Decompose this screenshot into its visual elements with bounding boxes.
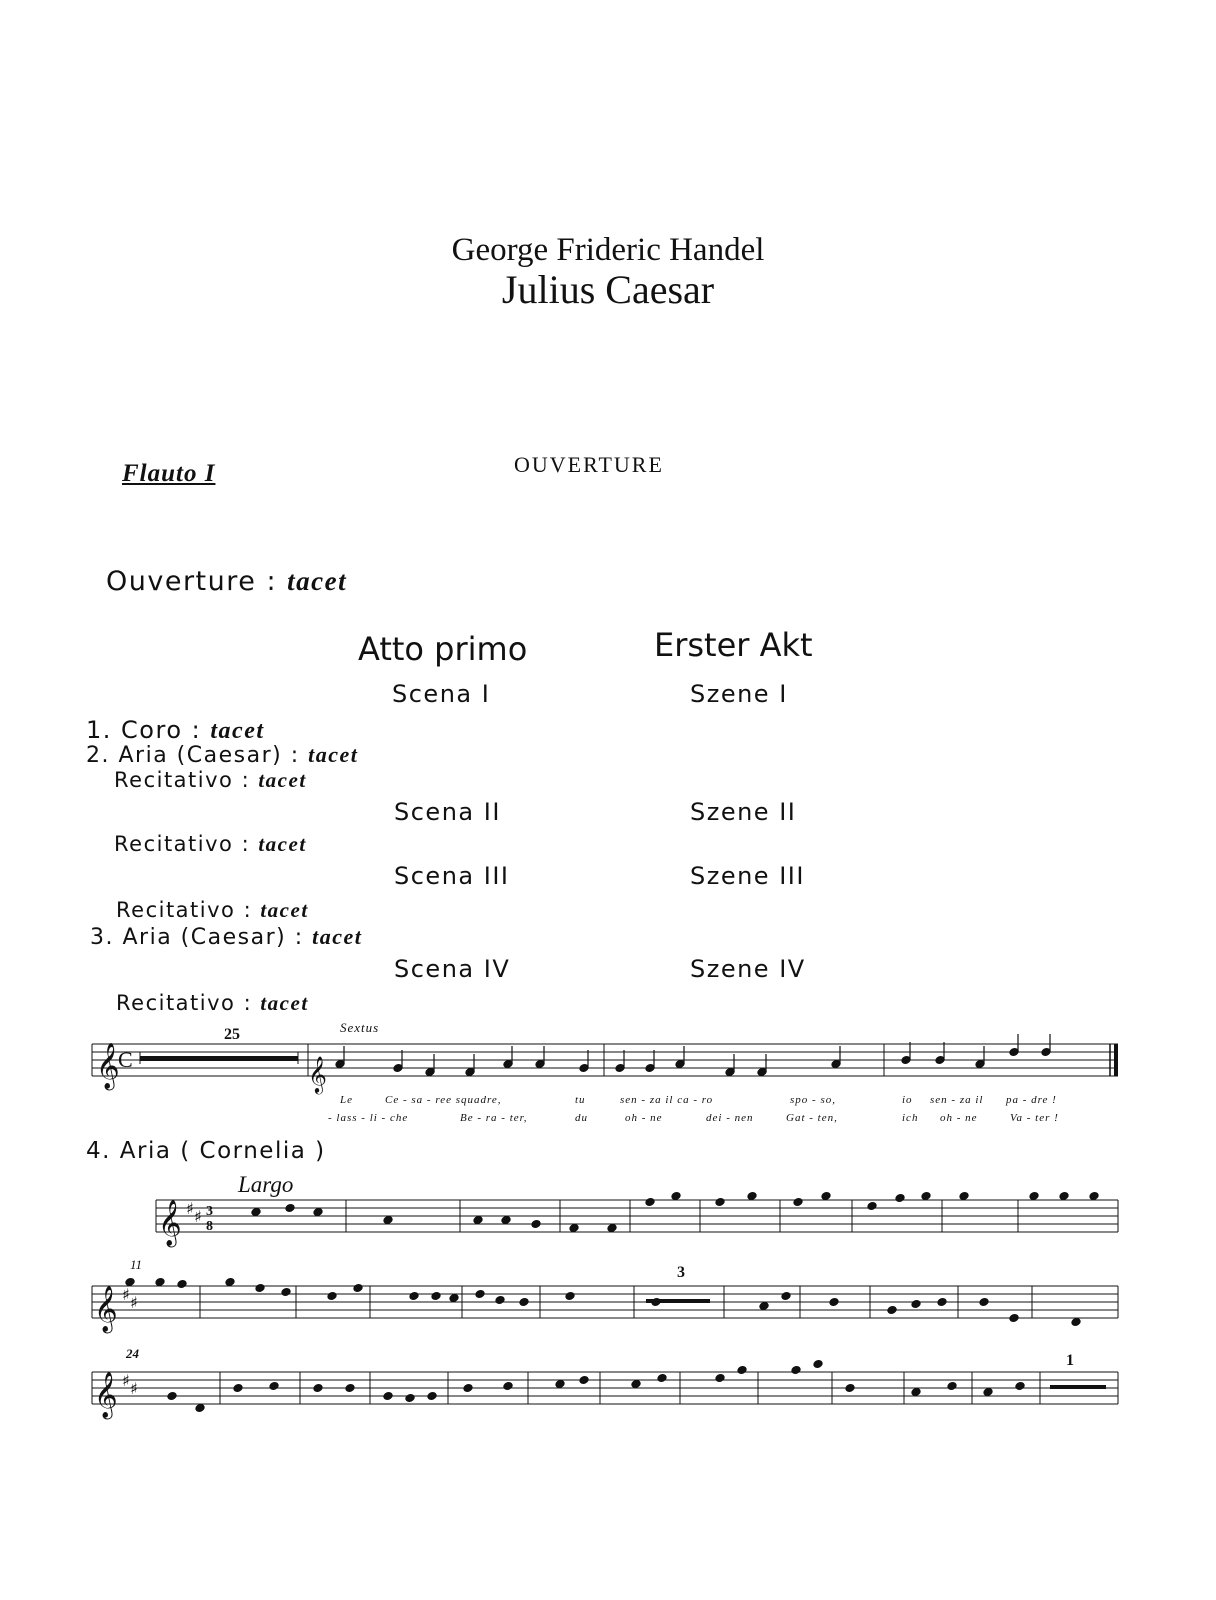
lyrics-german-6: Gat - ten, xyxy=(786,1112,838,1124)
rest-count: 25 xyxy=(224,1026,240,1043)
entry-label: Coro : xyxy=(121,716,202,744)
note xyxy=(983,1388,993,1397)
note xyxy=(759,1302,769,1311)
note xyxy=(959,1192,969,1201)
note xyxy=(1029,1192,1039,1201)
entry-label: Aria (Caesar) : xyxy=(118,743,300,768)
measure-number-11: 11 xyxy=(130,1257,143,1272)
scene-2-german: Szene II xyxy=(690,798,797,826)
note xyxy=(177,1280,187,1289)
note xyxy=(503,1382,513,1391)
entry-label: Aria (Caesar) : xyxy=(122,925,304,950)
entry-tacet: tacet xyxy=(308,742,359,767)
note xyxy=(579,1376,589,1385)
note xyxy=(671,1192,681,1201)
treble-clef-icon: 𝄞 xyxy=(94,1372,118,1418)
sharp-icon: ♯ xyxy=(194,1207,202,1226)
note xyxy=(1089,1192,1099,1201)
multi-measure-rest xyxy=(140,1056,298,1061)
scene-1-italian: Scena I xyxy=(392,680,491,708)
note xyxy=(405,1394,415,1403)
lyrics-italian-4: sen - za il ca - ro xyxy=(620,1094,714,1106)
note xyxy=(383,1216,393,1225)
note xyxy=(195,1404,205,1413)
note xyxy=(887,1306,897,1315)
note xyxy=(921,1192,931,1201)
lyrics-italian-5: spo - so, xyxy=(790,1094,836,1106)
note xyxy=(845,1384,855,1393)
note xyxy=(631,1380,641,1389)
lyrics-italian-8: pa - dre ! xyxy=(1006,1094,1057,1106)
note xyxy=(409,1292,419,1301)
note xyxy=(937,1298,947,1307)
lyrics-german-7: ich xyxy=(902,1112,919,1124)
note xyxy=(569,1224,579,1233)
time-signature-numerator: 3 xyxy=(206,1204,213,1219)
note xyxy=(501,1216,511,1225)
treble-clef-icon: 𝄞 xyxy=(96,1043,120,1089)
act-title-german: Erster Akt xyxy=(654,626,813,664)
note xyxy=(645,1198,655,1207)
lyrics-german-3: du xyxy=(575,1112,588,1124)
entry-label: Recitativo : xyxy=(116,991,253,1015)
aria-number: 4. xyxy=(86,1138,111,1164)
note xyxy=(829,1298,839,1307)
note xyxy=(911,1388,921,1397)
aria-label: Aria ( Cornelia ) xyxy=(119,1138,326,1164)
note xyxy=(895,1194,905,1203)
staff-aria-line-2 xyxy=(92,1286,1118,1318)
note xyxy=(737,1366,747,1375)
multirest-count-3: 3 xyxy=(677,1264,685,1281)
sharp-icon: ♯ xyxy=(186,1199,194,1218)
lyrics-german-5: dei - nen xyxy=(706,1112,754,1124)
scene-4-german: Szene IV xyxy=(690,955,806,983)
note xyxy=(225,1278,235,1287)
note xyxy=(867,1202,877,1211)
entry-tacet: tacet xyxy=(258,832,307,856)
note xyxy=(979,1298,989,1307)
work-title: Julius Caesar xyxy=(501,267,715,312)
note xyxy=(251,1208,261,1217)
entry-tacet: tacet xyxy=(258,768,307,792)
section-title: OUVERTURE xyxy=(514,452,664,477)
note xyxy=(285,1204,295,1213)
ouverture-tacet: tacet xyxy=(287,566,348,596)
entry-number: 3. xyxy=(90,925,114,950)
note xyxy=(255,1284,265,1293)
scene-3-italian: Scena III xyxy=(394,862,510,890)
lyrics-german-1: - lass - li - che xyxy=(328,1112,409,1124)
lyrics-italian-1: Le xyxy=(340,1094,353,1106)
note xyxy=(715,1374,725,1383)
note xyxy=(947,1382,957,1391)
lyrics-german-9: Va - ter ! xyxy=(1010,1112,1059,1124)
multi-measure-rest xyxy=(1050,1385,1106,1389)
note xyxy=(327,1292,337,1301)
note xyxy=(793,1198,803,1207)
sharp-icon: ♯ xyxy=(130,1293,138,1312)
lyrics-italian-7: sen - za il xyxy=(930,1094,984,1106)
treble-clef-icon: 𝄞 xyxy=(308,1055,327,1093)
note xyxy=(1059,1192,1069,1201)
lyrics-german-8: oh - ne xyxy=(940,1112,978,1124)
entry-tacet: tacet xyxy=(210,718,265,744)
note xyxy=(607,1224,617,1233)
note xyxy=(313,1384,323,1393)
note xyxy=(781,1292,791,1301)
lyrics-italian-2: Ce - sa - ree squadre, xyxy=(385,1094,502,1106)
note xyxy=(313,1208,323,1217)
note xyxy=(1071,1318,1081,1327)
note xyxy=(281,1288,291,1297)
entry-number: 2. xyxy=(86,743,110,768)
staff-aria-line-3 xyxy=(92,1372,1118,1404)
note xyxy=(1009,1314,1019,1323)
note xyxy=(155,1278,165,1287)
note xyxy=(383,1392,393,1401)
note xyxy=(449,1294,459,1303)
note xyxy=(233,1384,243,1393)
tempo-marking: Largo xyxy=(238,1172,294,1197)
note xyxy=(565,1292,575,1301)
entry-tacet: tacet xyxy=(260,991,309,1015)
note xyxy=(463,1384,473,1393)
note xyxy=(427,1392,437,1401)
staff-aria-line-1 xyxy=(156,1200,1118,1232)
part-name: Flauto I xyxy=(122,460,216,487)
entry-number: 1. xyxy=(86,716,112,744)
entry-tacet: tacet xyxy=(260,898,309,922)
noteheads xyxy=(125,1034,1099,1412)
scene-1-german: Szene I xyxy=(690,680,788,708)
note xyxy=(911,1300,921,1309)
note xyxy=(473,1216,483,1225)
note xyxy=(353,1284,363,1293)
note xyxy=(715,1198,725,1207)
sharp-icon: ♯ xyxy=(122,1285,130,1304)
entry-label: Recitativo : xyxy=(114,768,251,792)
scene-2-italian: Scena II xyxy=(394,798,501,826)
multirest-count-1: 1 xyxy=(1066,1352,1074,1369)
note xyxy=(1015,1382,1025,1391)
time-signature-denominator: 8 xyxy=(206,1219,213,1234)
entry-tacet: tacet xyxy=(312,924,363,949)
note xyxy=(747,1192,757,1201)
note xyxy=(555,1380,565,1389)
note xyxy=(657,1374,667,1383)
cue-name: Sextus xyxy=(340,1020,380,1035)
entry-label: Recitativo : xyxy=(114,832,251,856)
note xyxy=(519,1298,529,1307)
note xyxy=(791,1366,801,1375)
scene-3-german: Szene III xyxy=(690,862,805,890)
lyrics-german-4: oh - ne xyxy=(625,1112,663,1124)
sharp-icon: ♯ xyxy=(122,1371,130,1390)
note xyxy=(821,1192,831,1201)
ouverture-label: Ouverture : xyxy=(106,566,278,597)
note xyxy=(431,1292,441,1301)
act-title-italian: Atto primo xyxy=(358,630,528,668)
lyrics-italian-3: tu xyxy=(575,1094,586,1106)
note xyxy=(475,1290,485,1299)
entry-label: Recitativo : xyxy=(116,898,253,922)
note xyxy=(813,1360,823,1369)
treble-clef-icon: 𝄞 xyxy=(94,1286,118,1332)
note xyxy=(495,1296,505,1305)
note xyxy=(651,1298,661,1307)
scene-4-italian: Scena IV xyxy=(394,955,511,983)
treble-clef-icon: 𝄞 xyxy=(158,1200,182,1246)
common-time-icon: C xyxy=(118,1047,133,1072)
composer-name: George Frideric Handel xyxy=(451,232,765,268)
lyrics-german-2: Be - ra - ter, xyxy=(460,1112,528,1124)
note xyxy=(531,1220,541,1229)
note xyxy=(345,1384,355,1393)
sharp-icon: ♯ xyxy=(130,1379,138,1398)
note xyxy=(269,1382,279,1391)
measure-number-24: 24 xyxy=(126,1346,139,1361)
note xyxy=(167,1392,177,1401)
lyrics-italian-6: io xyxy=(902,1094,913,1106)
